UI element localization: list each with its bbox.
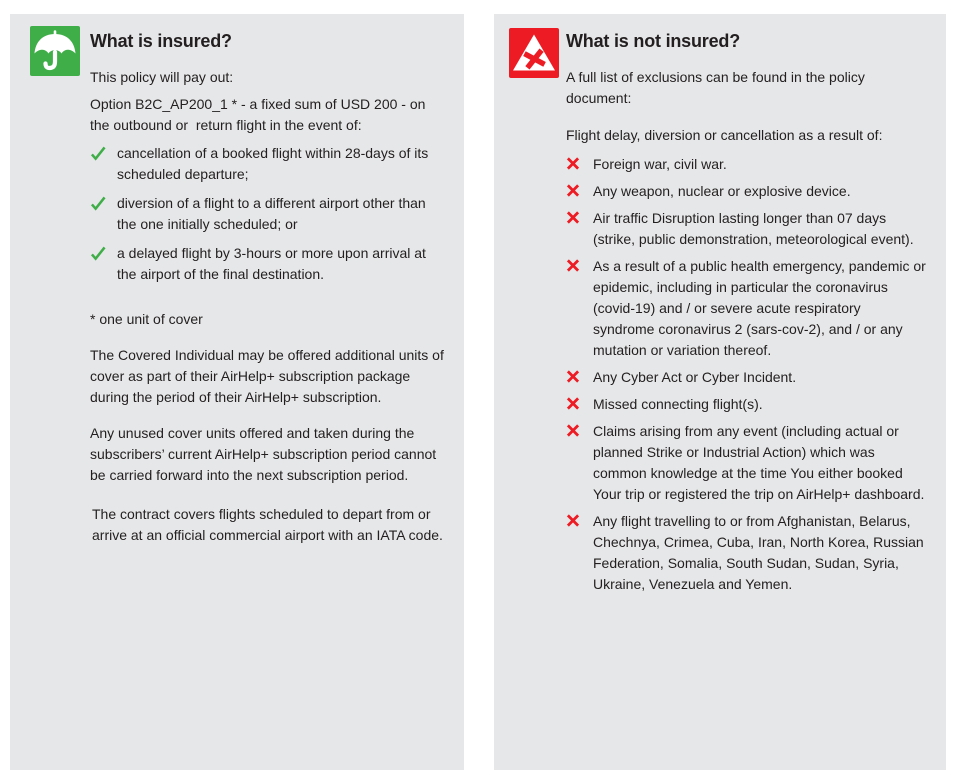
- cross-icon: [566, 397, 582, 413]
- insured-bullet-item: [90, 143, 444, 185]
- exclusion-item: [566, 367, 926, 388]
- cross-icon: [566, 424, 582, 440]
- insured-bullet-text: a delayed flight by 3-hours or more upon arrival at the airport of the final destination.: [117, 245, 426, 282]
- warning-triangle-icon: [509, 28, 559, 78]
- exclusion-item: [566, 181, 926, 202]
- not-insured-bullet-list: [566, 154, 926, 595]
- exclusion-text: Foreign war, civil war.: [593, 156, 727, 172]
- not-insured-panel: [494, 14, 946, 770]
- insured-panel: [10, 14, 464, 770]
- insured-intro: This policy will pay out:: [90, 69, 234, 85]
- insured-footnote: * one unit of cover: [90, 311, 203, 327]
- exclusion-text: Missed connecting flight(s).: [593, 396, 763, 412]
- insured-paragraph: Any unused cover units offered and taken during the subscribers’ current AirHelp+ subscription period cannot be carried forward into the next subscription period.: [90, 425, 437, 483]
- insured-bullet-text: diversion of a flight to a different airport other than the one initially scheduled; or: [117, 195, 426, 232]
- insured-title: What is insured?: [90, 31, 232, 51]
- insured-bullet-item: [90, 243, 444, 285]
- checkmark-icon: [90, 146, 106, 162]
- insured-bullet-item: [90, 193, 444, 235]
- exclusion-text: Any flight travelling to or from Afghanistan, Belarus, Chechnya, Crimea, Cuba, Iran, North Korea, Russian Federation, Somalia, South Sudan, Sudan, Syria, Ukraine, Venezuela and Yemen.: [593, 513, 924, 592]
- not-insured-intro: A full list of exclusions can be found in the policy document:: [566, 69, 865, 106]
- cross-icon: [566, 514, 582, 530]
- not-insured-title: What is not insured?: [566, 31, 740, 51]
- exclusion-text: As a result of a public health emergency, pandemic or epidemic, including in particular the coronavirus (covid-19) and / or severe acute respiratory syndrome coronavirus 2 (sars-cov-2), and / or any mutation or variation thereof.: [593, 258, 926, 358]
- checkmark-icon: [90, 196, 106, 212]
- exclusion-item: [566, 208, 926, 250]
- cross-icon: [566, 157, 582, 173]
- insured-paragraph: The Covered Individual may be offered additional units of cover as part of their AirHelp+ subscription package during the period of their AirHelp+ subscription.: [90, 347, 444, 405]
- insured-bullet-text: cancellation of a booked flight within 28-days of its scheduled departure;: [117, 145, 429, 182]
- exclusion-text: Any weapon, nuclear or explosive device.: [593, 183, 851, 199]
- exclusion-item: [566, 511, 926, 595]
- cross-icon: [566, 184, 582, 200]
- exclusion-item: [566, 394, 926, 415]
- exclusion-text: Air traffic Disruption lasting longer than 07 days (strike, public demonstration, meteorological event).: [593, 210, 914, 247]
- umbrella-icon: [30, 26, 80, 76]
- cross-icon: [566, 211, 582, 227]
- exclusion-item: [566, 154, 926, 175]
- exclusion-text: Claims arising from any event (including actual or planned Strike or Industrial Action) which was common knowledge at the time You either booked Your trip or registered the trip on AirHelp+ dashboard.: [593, 423, 925, 502]
- insured-paragraph: The contract covers flights scheduled to depart from or arrive at an official commercial airport with an IATA code.: [92, 506, 443, 543]
- cross-icon: [566, 259, 582, 275]
- insured-option-line: Option B2C_AP200_1 * - a fixed sum of USD 200 - on the outbound or return flight in the event of:: [90, 96, 430, 133]
- exclusion-text: Any Cyber Act or Cyber Incident.: [593, 369, 797, 385]
- checkmark-icon: [90, 246, 106, 262]
- not-insured-subheading: Flight delay, diversion or cancellation as a result of:: [566, 127, 883, 143]
- insured-bullet-list: [90, 143, 444, 285]
- exclusion-item: [566, 421, 926, 505]
- exclusion-item: [566, 256, 926, 361]
- cross-icon: [566, 370, 582, 386]
